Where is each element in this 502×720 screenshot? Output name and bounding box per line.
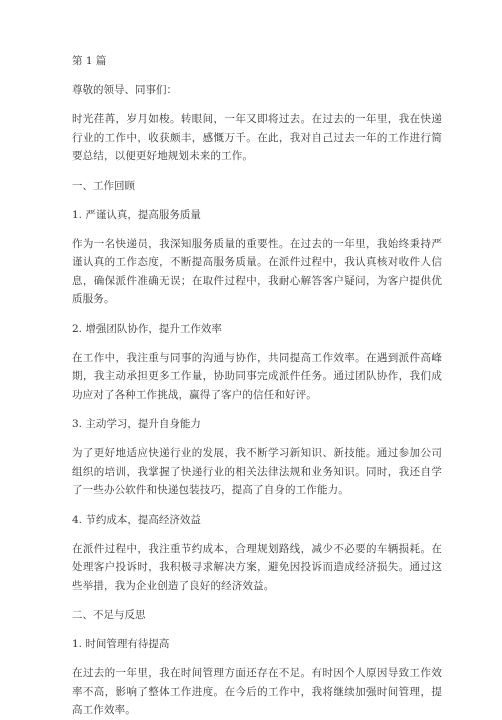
document-body [72,52,442,720]
greeting: 尊敬的领导、同事们： [72,84,177,96]
paragraph-service-quality: 作为一名快递员，我深知服务质量的重要性。在过去的一年里，我始终秉持严谨认真的工作态度，不断提高服务质量。在派件过程中，我认真核对收件人信息，确保派件准确无误；在取件过程中，我耐心解答客户疑问，为客户提供优质服务。 [72,237,442,305]
subheading-service-quality: 1. 严谨认真，提高服务质量 [72,208,201,221]
section-heading-review: 一、工作回顾 [72,179,135,192]
paragraph-teamwork: 在工作中，我注重与同事的沟通与协作，共同提高工作效率。在遇到派件高峰期，我主动承担更多工作量，协助同事完成派件任务。通过团队协作，我们成功应对了各种工作挑战，赢得了客户的信任和好评。 [72,351,442,401]
paragraph-learning: 为了更好地适应快递行业的发展，我不断学习新知识、新技能。通过参加公司组织的培训，我掌握了快递行业的相关法律法规和业务知识。同时，我还自学了一些办公软件和快递包装技巧，提高了自身的工作能力。 [72,447,442,496]
subheading-time-management: 1. 时间管理有待提高 [72,638,170,650]
subheading-learning: 3. 主动学习，提升自身能力 [72,418,201,430]
subheading-cost-saving: 4. 节约成本，提高经济效益 [72,513,201,526]
paragraph-time-management: 在过去的一年里，我在时间管理方面还存在不足。有时因个人原因导致工作效率不高，影响了整体工作进度。在今后的工作中，我将继续加强时间管理，提高工作效率。 [72,667,442,716]
paragraph-cost-saving: 在派件过程中，我注重节约成本，合理规划路线，减少不必要的车辆损耗。在处理客户投诉时，我积极寻求解决方案，避免因投诉而造成经济损失。通过这些举措，我为企业创造了良好的经济效益。 [72,542,442,592]
subheading-teamwork: 2. 增强团队协作，提升工作效率 [72,322,222,335]
chapter-label: 第 1 篇 [72,55,107,67]
intro-paragraph: 时光荏苒，岁月如梭。转眼间，一年又即将过去。在过去的一年里，我在快递行业的工作中，收获颇丰，感慨万千。在此，我对自己过去一年的工作进行简要总结，以便更好地规划未来的工作。 [72,113,442,162]
section-heading-reflection: 二、不足与反思 [72,609,146,621]
